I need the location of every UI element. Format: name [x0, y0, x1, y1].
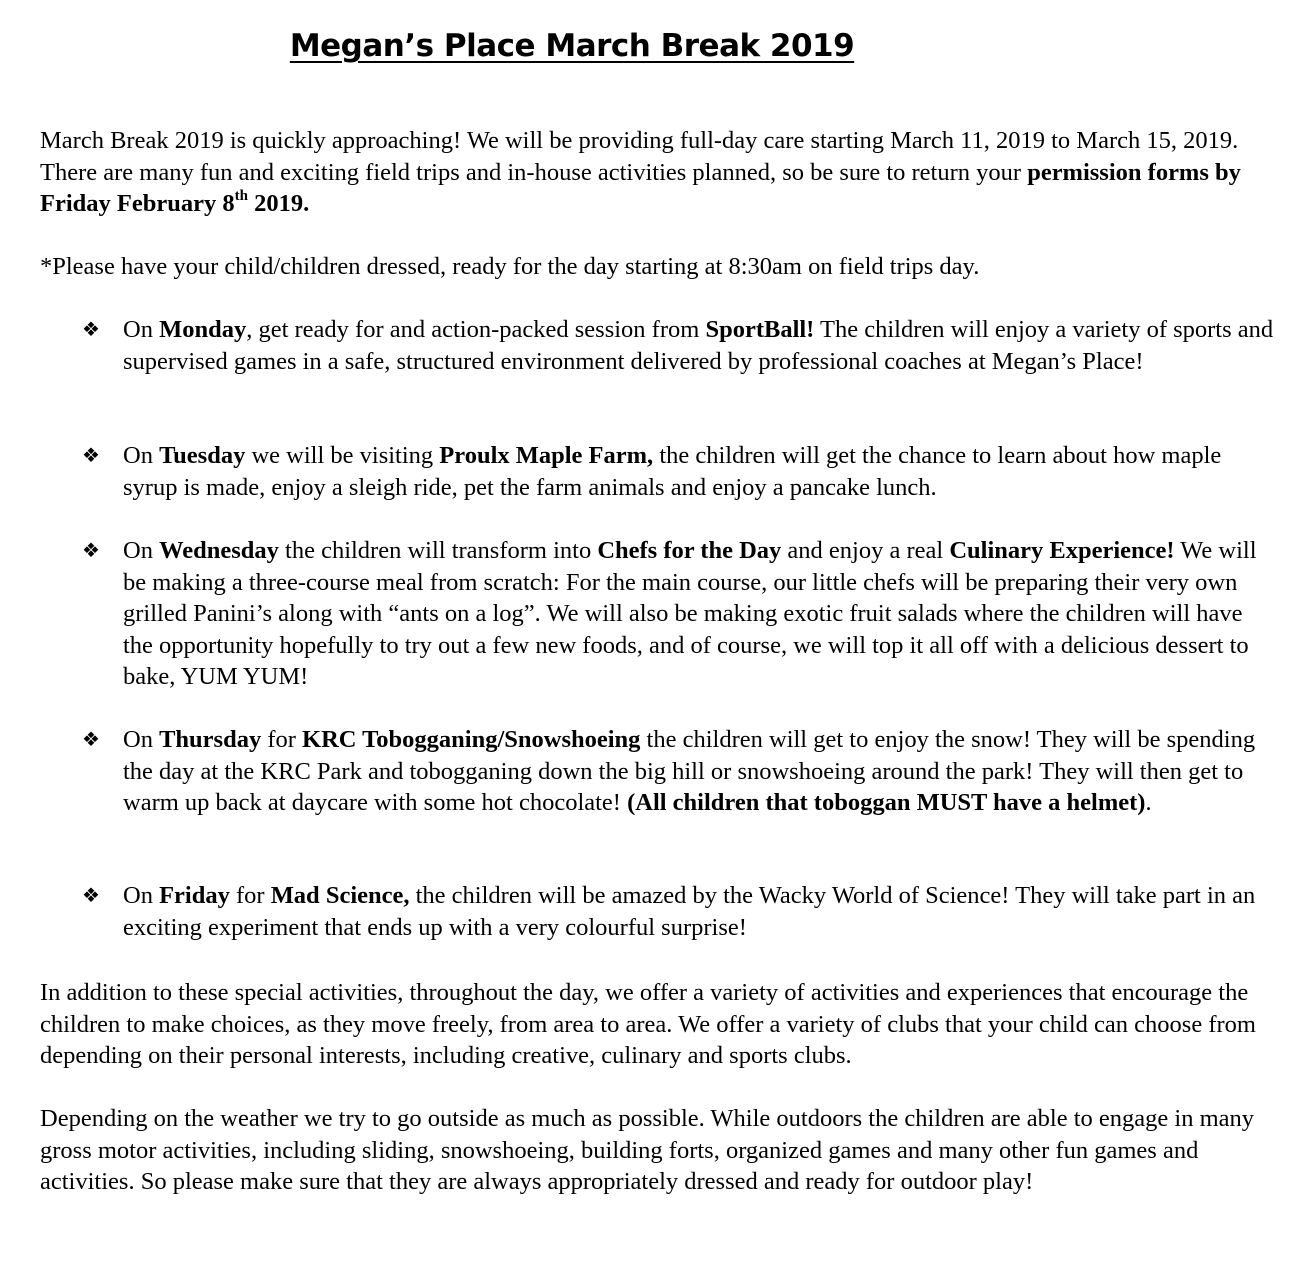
date-suffix: th: [234, 187, 248, 204]
list-item-monday: ❖ On Monday, get ready for and action-packed session from SportBall! The children will enjoy a variety of sports and supervised games in a safe, structured environment delivered by professional coaches at Megan’s Place!: [82, 316, 1274, 375]
diamond-bullet-icon: ❖: [82, 727, 100, 751]
activity-mad-science: Mad Science,: [270, 882, 410, 909]
permission-year: 2019.: [247, 190, 310, 217]
activity-sportball: SportBall!: [705, 316, 815, 343]
activities-paragraph: In addition to these special activities, throughout the day, we offer a variety of activities and experiences that encourage the children to make choices, as they move freely, from area to area. We offer a variety of clubs that your child can choose from depending on their personal interests, including creative, culinary and sports clubs.: [40, 979, 1256, 1069]
intro-text: March Break 2019 is quickly approaching! We will be providing full-day care starting March 11, 2019 to March 15, 2019. There are many fun and exciting field trips and in-house activities planned, so be sure to return your: [40, 127, 1239, 186]
day-thursday: Thursday: [159, 726, 262, 753]
activity-tobogganing: KRC Tobogganing/Snowshoeing: [302, 726, 641, 753]
intro-paragraph: [40, 125, 1270, 220]
day-tuesday: Tuesday: [159, 442, 246, 469]
diamond-bullet-icon: ❖: [82, 443, 100, 467]
weather-paragraph: Depending on the weather we try to go outside as much as possible. While outdoors the children are able to engage in many gross motor activities, including sliding, snowshoeing, building forts, organized games and many other fun games and activities. So please make sure that they are always appropriately dressed and ready for outdoor play!: [40, 1105, 1255, 1195]
permission-deadline: permission forms by Friday February 8: [40, 158, 1241, 217]
diamond-bullet-icon: ❖: [82, 317, 100, 341]
list-item-thursday: ❖ On Thursday for KRC Tobogganing/Snowshoeing the children will get to enjoy the snow! They will be spending the day at the KRC Park and tobogganing down the big hill or snowshoeing around the park! They will then get to warm up back at daycare with some hot chocolate! (All children that toboggan MUST have a helmet).: [82, 726, 1256, 816]
dress-note: *Please have your child/children dressed, ready for the day starting at 8:30am on field trips day.: [40, 253, 980, 280]
page-title: Megan’s Place March Break 2019: [289, 28, 855, 64]
diamond-bullet-icon: ❖: [82, 538, 100, 562]
day-wednesday: Wednesday: [159, 537, 279, 564]
day-monday: Monday: [159, 316, 247, 343]
activity-culinary: Culinary Experience!: [949, 537, 1175, 564]
list-item-friday: ❖ On Friday for Mad Science, the children will be amazed by the Wacky World of Science! They will take part in an exciting experiment that ends up with a very colourful surprise!: [82, 882, 1256, 941]
diamond-bullet-icon: ❖: [82, 883, 100, 907]
helmet-notice: (All children that toboggan MUST have a helmet): [627, 789, 1146, 816]
activity-chefs: Chefs for the Day: [597, 537, 782, 564]
activity-maple-farm: Proulx Maple Farm,: [439, 442, 654, 469]
list-item-wednesday: ❖ On Wednesday the children will transform into Chefs for the Day and enjoy a real Culinary Experience! We will be making a three-course meal from scratch: For the main course, our little chefs will be preparing their very own grilled Panini’s along with “ants on a log”. We will also be making exotic fruit salads where the children will have the opportunity hopefully to try out a few new foods, and of course, we will top it all off with a delicious dessert to bake, YUM YUM!: [82, 537, 1257, 690]
list-item-tuesday: ❖ On Tuesday we will be visiting Proulx Maple Farm, the children will get the chance to learn about how maple syrup is made, enjoy a sleigh ride, pet the farm animals and enjoy a pancake lunch.: [82, 442, 1222, 501]
day-friday: Friday: [159, 882, 230, 909]
